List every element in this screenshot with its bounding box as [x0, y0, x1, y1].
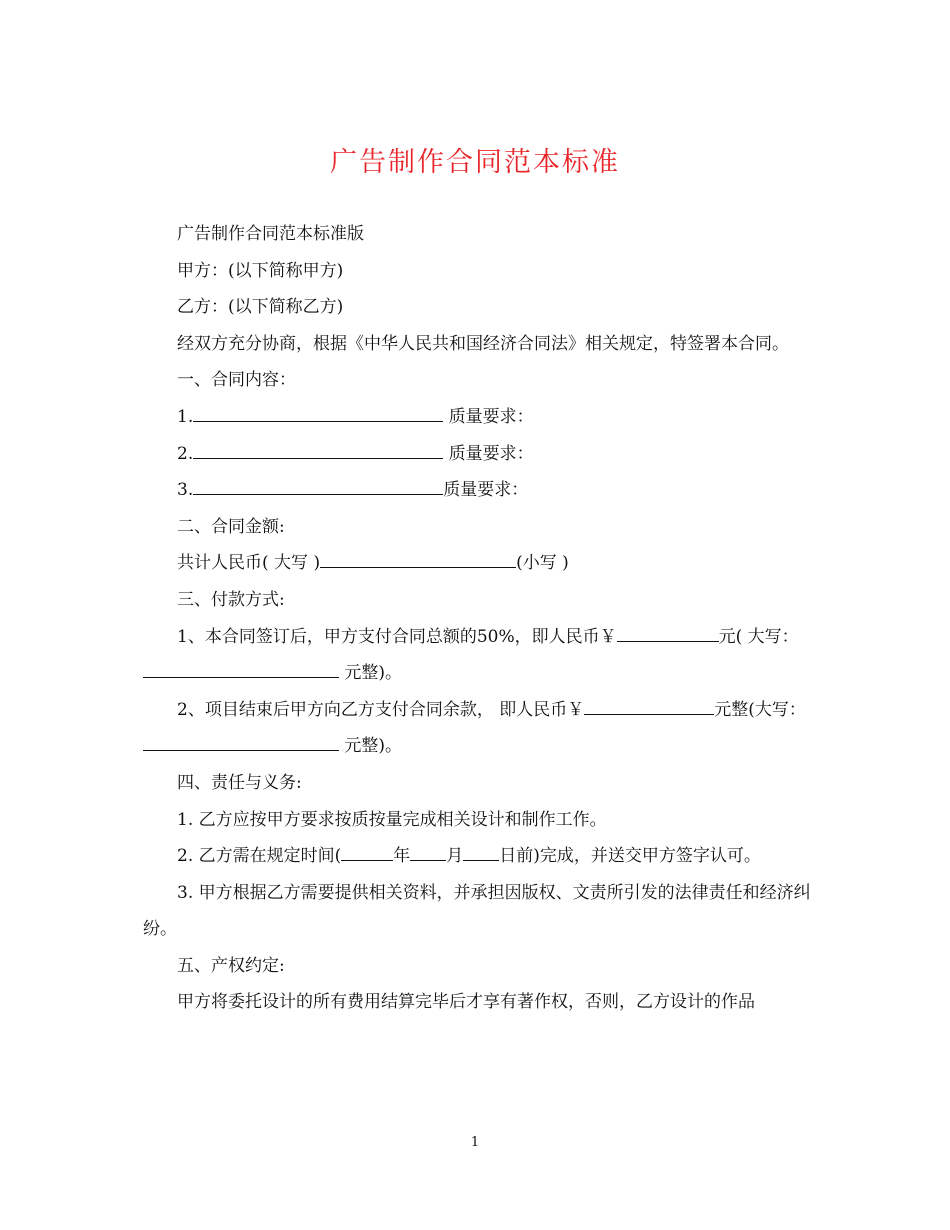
document-title: 广告制作合同范本标准 [330, 147, 620, 178]
item-number: 1. [177, 406, 194, 427]
item-number: 3. [177, 480, 194, 501]
amount-line [143, 545, 811, 582]
blank-field [193, 442, 443, 459]
amount-prefix: 共计人民币( 大写 ) [177, 553, 321, 574]
duty-clause-2 [143, 838, 811, 875]
item-number: 2. [177, 443, 194, 464]
quality-label: 质量要求： [443, 480, 529, 501]
ip-clause: 甲方将委托设计的所有费用结算完毕后才享有著作权，否则，乙方设计的作品 [177, 992, 755, 1013]
payment-clause-1 [143, 619, 811, 692]
blank-field [143, 734, 339, 751]
blank-field [193, 405, 443, 422]
contract-body [143, 216, 811, 1021]
blank-field [617, 625, 719, 642]
quality-label: 质量要求： [443, 443, 534, 464]
clause-text: 元整)。 [339, 736, 403, 757]
section-2-heading: 二、合同金额: [177, 516, 285, 537]
clause-text: 1、本合同签订后，甲方支付合同总额的50%，即人民币￥ [177, 626, 617, 647]
intro-paragraph: 经双方充分协商，根据《中华人民共和国经济合同法》相关规定，特签署本合同。 [177, 333, 789, 354]
clause-text: 元整(大写： [714, 699, 806, 720]
section-5-heading: 五、产权约定: [177, 955, 285, 976]
blank-field [410, 844, 446, 861]
duty-clause-1: 1. 乙方应按甲方要求按质按量完成相关设计和制作工作。 [177, 809, 607, 830]
blank-field [463, 844, 499, 861]
party-a-line: 甲方：(以下简称甲方) [177, 260, 344, 281]
payment-clause-2 [143, 692, 811, 765]
clause-text: 日前)完成，并送交甲方签字认可。 [499, 846, 761, 867]
clause-text: 元( 大写： [718, 626, 799, 647]
amount-suffix: (小写 ) [516, 553, 569, 574]
clause-text: 月 [446, 846, 464, 867]
clause-text: 年 [393, 846, 411, 867]
clause-text: 元整)。 [339, 663, 403, 684]
content-item-2 [143, 436, 811, 473]
blank-field [584, 698, 714, 715]
clause-text: 2. 乙方需在规定时间( [177, 846, 342, 867]
blank-field [341, 844, 393, 861]
duty-clause-3: 3. 甲方根据乙方需要提供相关资料，并承担因版权、文责所引发的法律责任和经济纠纷。 [143, 882, 811, 940]
blank-field [320, 551, 516, 568]
content-item-3 [143, 472, 811, 509]
content-item-1 [143, 399, 811, 436]
version-line: 广告制作合同范本标准版 [177, 224, 364, 244]
section-3-heading: 三、付款方式: [177, 589, 285, 610]
quality-label: 质量要求： [443, 406, 534, 427]
blank-field [193, 478, 443, 495]
clause-text: 2、项目结束后甲方向乙方支付合同余款， 即人民币￥ [177, 699, 585, 720]
section-4-heading: 四、责任与义务: [177, 772, 302, 793]
page-number: 1 [470, 1135, 480, 1150]
blank-field [143, 661, 339, 678]
party-b-line: 乙方：(以下简称乙方) [177, 297, 344, 318]
section-1-heading: 一、合同内容： [177, 370, 296, 391]
